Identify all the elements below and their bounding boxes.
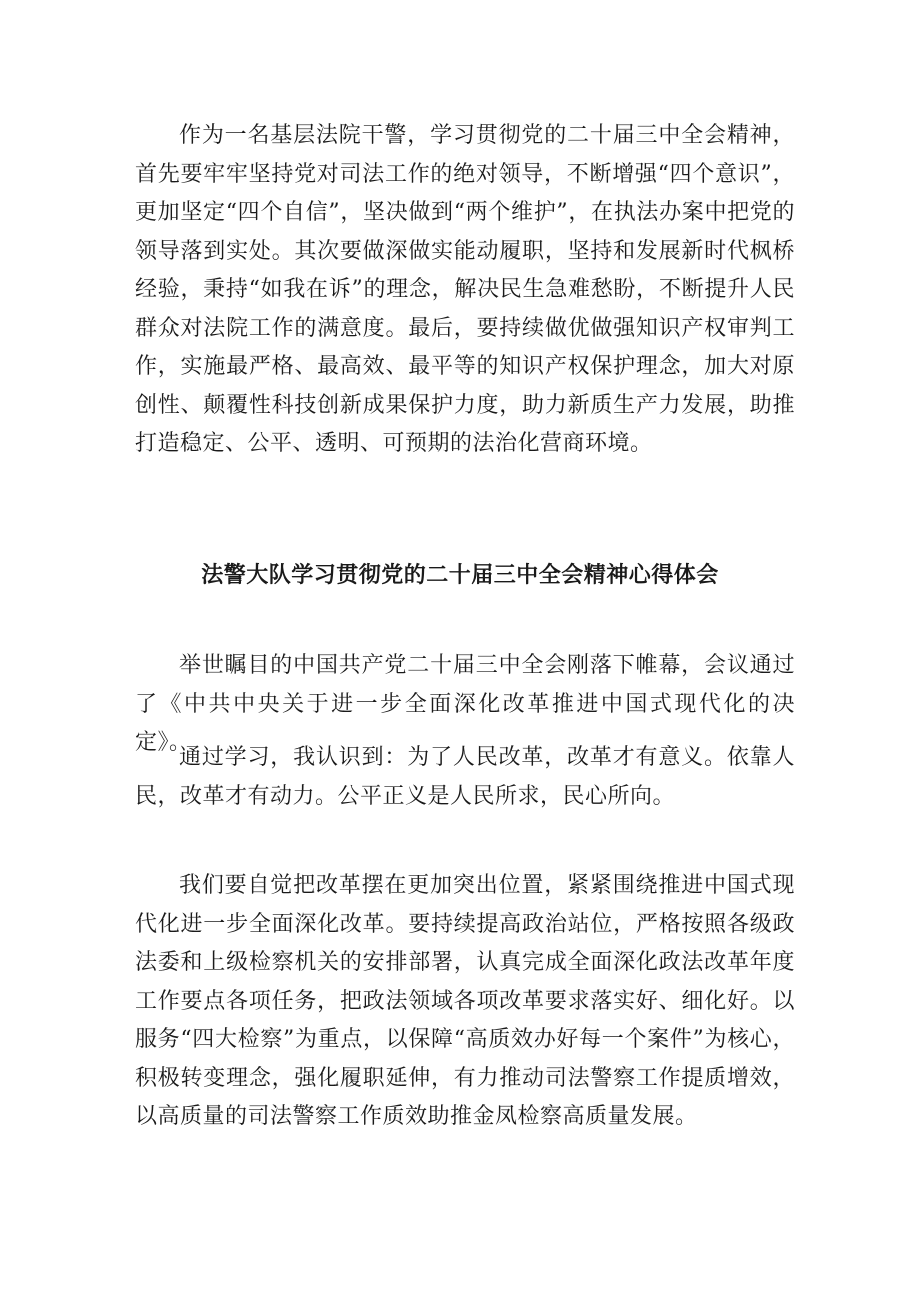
section-heading: 法警大队学习贯彻党的二十届三中全会精神心得体会 (201, 563, 719, 588)
body-paragraph: 举世瞩目的中国共产党二十届三中全会刚落下帷幕，会议通过了《中共中央关于进一步全面深化改革推进中国式现代化的决定》。 (135, 653, 795, 755)
body-paragraph: 通过学习，我认识到：为了人民改革，改革才有意义。依靠人民，改革才有动力。公平正义是人民所求，民心所向。 (135, 745, 795, 809)
body-paragraph: 作为一名基层法院干警，学习贯彻党的二十届三中全会精神，首先要牢牢坚持党对司法工作的绝对领导，不断增强“四个意识”，更加坚定“四个自信”，坚决做到“两个维护”，在执法办案中把党的领导落到实处。其次要做深做实能动履职，坚持和发展新时代枫桥经验，秉持“如我在诉”的理念，解决民生急难愁盼，不断提升人民群众对法院工作的满意度。最后，要持续做优做强知识产权审判工作，实施最严格、最高效、最平等的知识产权保护理念，加大对原创性、颠覆性科技创新成果保护力度，助力新质生产力发展，助推打造稳定、公平、透明、可预期的法治化营商环境。 (135, 123, 795, 456)
body-paragraph: 我们要自觉把改革摆在更加突出位置，紧紧围绕推进中国式现代化进一步全面深化改革。要持续提高政治站位，严格按照各级政法委和上级检察机关的安排部署，认真完成全面深化政法改革年度工作要点各项任务，把政法领域各项改革要求落实好、细化好。以服务“四大检察”为重点，以保障“高质效办好每一个案件”为核心，积极转变理念，强化履职延伸，有力推动司法警察工作提质增效，以高质量的司法警察工作质效助推金凤检察高质量发展。 (135, 873, 795, 1129)
